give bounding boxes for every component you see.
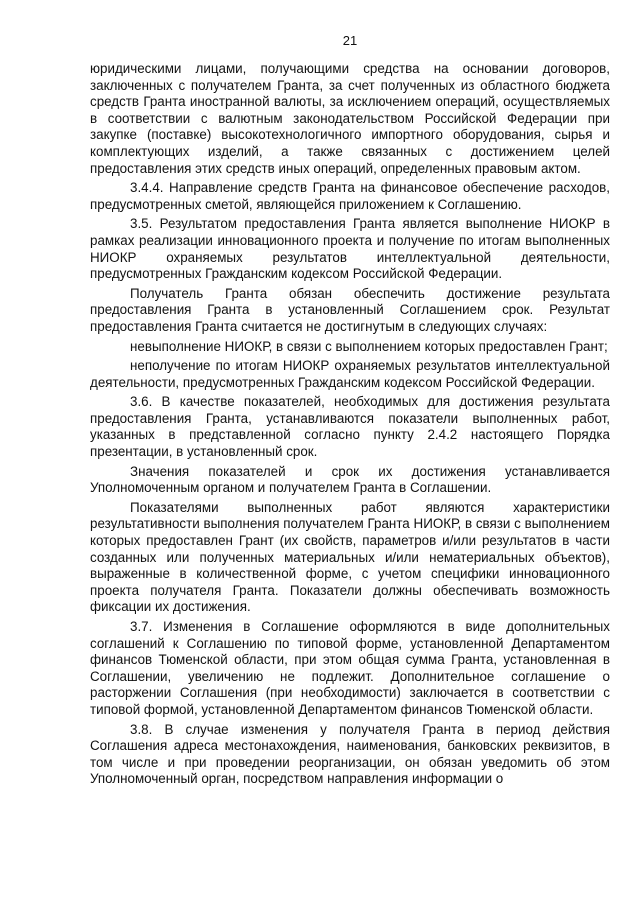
paragraph: невыполнение НИОКР, в связи с выполнением которых предоставлен Грант; <box>130 338 608 354</box>
page-number: 21 <box>342 33 358 48</box>
paragraph: 3.4.4. Направление средств Гранта на финансовое обеспечение расходов, предусмотренных сметой, являющейся приложением к Соглашению. <box>90 180 610 212</box>
paragraph: Значения показателей и срок их достижения устанавливается Уполномоченным органом и получателем Гранта в Соглашении. <box>90 463 610 496</box>
paragraph: 3.8. В случае изменения у получателя Гранта в период действия Соглашения адреса местонахождения, наименования, банковских реквизитов, в том числе и при проведении реорганизации, он обязан уведомить об этом Уполномоченный орган, посредством направления информации о <box>90 721 610 787</box>
paragraph: неполучение по итогам НИОКР охраняемых результатов интеллектуальной деятельности, предусмотренных Гражданским кодексом Российской Федерации. <box>90 358 610 390</box>
paragraph: Показателями выполненных работ являются характеристики результативности выполнения получателем Гранта НИОКР, в связи с выполнением которых предоставлен Грант (их свойств, параметров и/или результатов в части созданных или полученных материальных и/или нематериальных объектов), выраженные в количественной форме, с учетом специфики инновационного проекта получателя Гранта. Показатели должны обеспечивать возможность фиксации их достижения. <box>90 499 610 615</box>
document-body <box>90 61 610 788</box>
paragraph: юридическими лицами, получающими средства на основании договоров, заключенных с получателем Гранта, за счет полученных из областного бюджета средств Гранта иностранной валюты, за исключением операций, осуществляемых в соответствии с валютным законодательством Российской Федерации при закупке (поставке) высокотехнологичного импортного оборудования, сырья и комплектующих изделий, а также связанных с достижением целей предоставления этих средств иных операций, определенных правовым актом. <box>90 61 610 176</box>
paragraph: Получатель Гранта обязан обеспечить достижение результата предоставления Гранта в установленный Соглашением срок. Результат предоставления Гранта считается не достигнутым в следующих случаях: <box>90 285 610 334</box>
paragraph: 3.7. Изменения в Соглашение оформляются в виде дополнительных соглашений к Соглашению по типовой форме, установленной Департаментом финансов Тюменской области, при этом общая сумма Гранта, установленная в Соглашении, увеличению не подлежит. Дополнительное соглашение о расторжении Соглашения (при необходимости) заключается в соответствии с типовой формой, установленной Департаментом финансов Тюменской области. <box>90 619 610 717</box>
paragraph: 3.5. Результатом предоставления Гранта является выполнение НИОКР в рамках реализации инновационного проекта и получение по итогам выполненных НИОКР охраняемых результатов интеллектуальной деятельности, предусмотренных Гражданским кодексом Российской Федерации. <box>90 216 610 282</box>
paragraph: 3.6. В качестве показателей, необходимых для достижения результата предоставления Гранта, устанавливаются показатели выполненных работ, указанных в представленной согласно пункту 2.4.2 настоящего Порядка презентации, в установленный срок. <box>90 394 610 460</box>
